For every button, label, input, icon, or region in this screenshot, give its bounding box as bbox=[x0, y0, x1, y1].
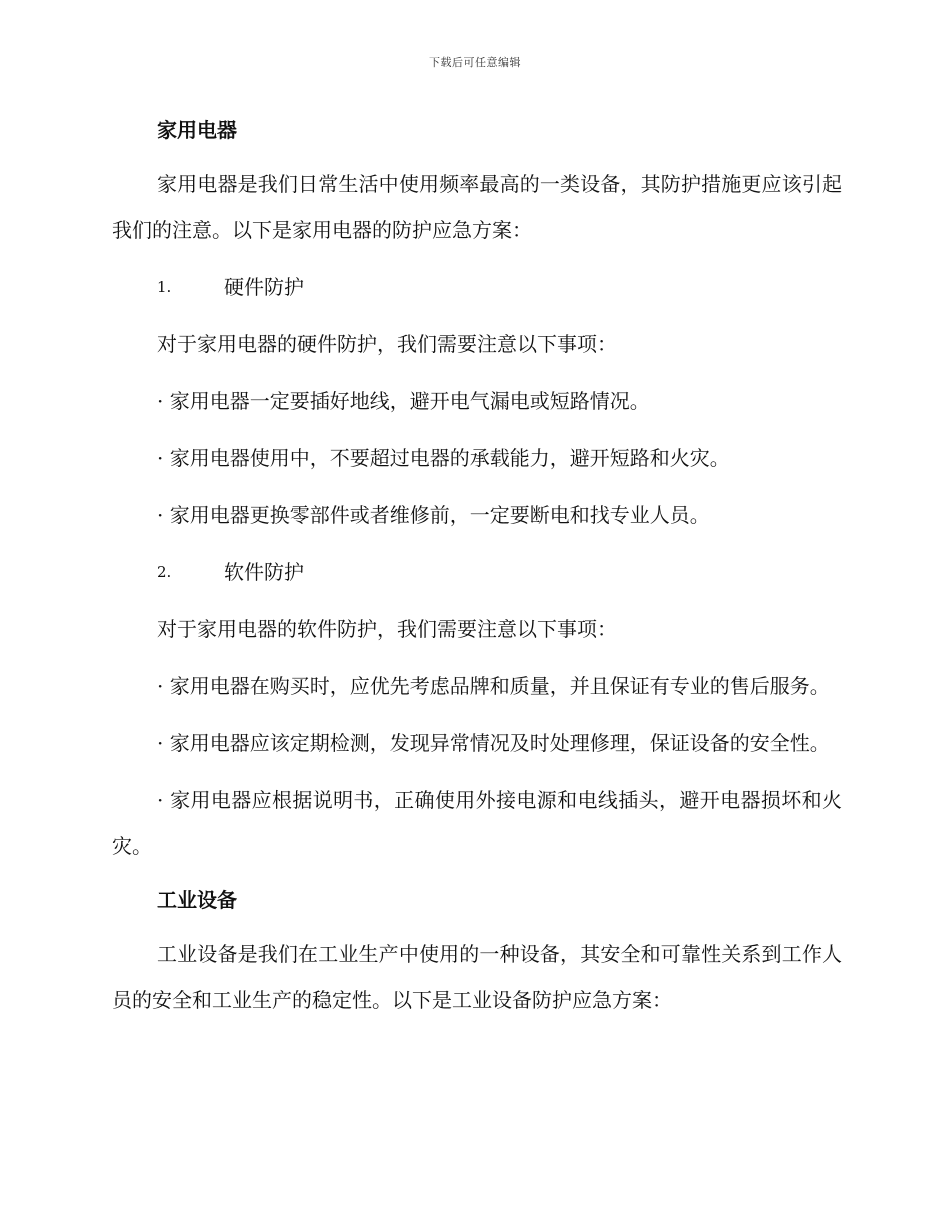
section-intro-appliances: 家用电器是我们日常生活中使用频率最高的一类设备，其防护措施更应该引起我们的注意。以下是家用电器的防护应急方案： bbox=[112, 172, 842, 242]
list-number: 2. bbox=[157, 563, 172, 581]
section-intro-industrial: 工业设备是我们在工业生产中使用的一种设备，其安全和可靠性关系到工作人员的安全和工业生产的稳定性。以下是工业设备防护应急方案： bbox=[112, 942, 842, 1012]
subsection-lead-software: 对于家用电器的软件防护，我们需要注意以下事项： bbox=[157, 617, 617, 641]
bullet-item: · 家用电器使用中，不要超过电器的承载能力，避开短路和火灾。 bbox=[157, 446, 730, 470]
section-heading-appliances: 家用电器 bbox=[157, 118, 237, 142]
subsection-lead-hardware: 对于家用电器的硬件防护，我们需要注意以下事项： bbox=[157, 332, 617, 356]
subsection-title: 硬件防护 bbox=[224, 275, 304, 299]
bullet-item: · 家用电器应该定期检测，发现异常情况及时处理修理，保证设备的安全性。 bbox=[157, 731, 830, 755]
bullet-item: · 家用电器在购买时，应优先考虑品牌和质量，并且保证有专业的售后服务。 bbox=[157, 674, 830, 698]
bullet-item: · 家用电器一定要插好地线，避开电气漏电或短路情况。 bbox=[157, 389, 650, 413]
section-heading-industrial: 工业设备 bbox=[157, 888, 237, 912]
bullet-item: · 家用电器应根据说明书，正确使用外接电源和电线插头，避开电器损坏和火灾。 bbox=[112, 788, 842, 858]
page-header: 下载后可任意编辑 bbox=[429, 56, 521, 69]
subsection-heading-hardware bbox=[112, 264, 842, 310]
subsection-heading-software bbox=[112, 549, 842, 595]
document-body bbox=[112, 110, 842, 1034]
list-number: 1. bbox=[157, 278, 172, 296]
bullet-item: · 家用电器更换零部件或者维修前，一定要断电和找专业人员。 bbox=[157, 503, 710, 527]
subsection-title: 软件防护 bbox=[224, 560, 304, 584]
